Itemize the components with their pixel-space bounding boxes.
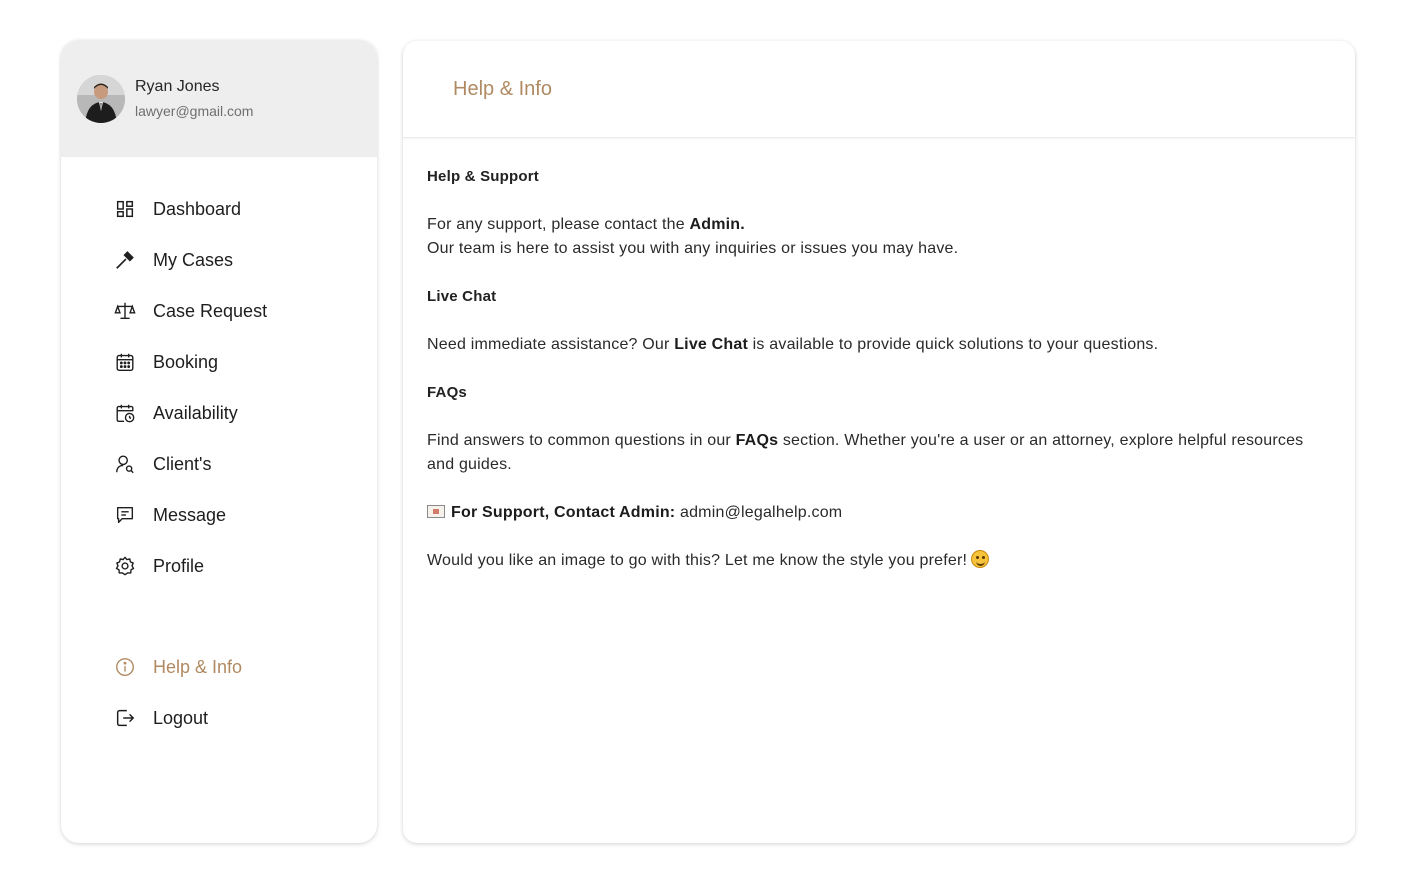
gavel-icon	[113, 248, 137, 272]
live-chat-bold: Live Chat	[674, 336, 749, 353]
envelope-icon	[427, 505, 445, 518]
main-panel	[403, 41, 1355, 843]
sidebar-item-message[interactable]	[113, 500, 226, 530]
smiley-icon	[971, 550, 989, 568]
live-chat-text	[427, 333, 1331, 357]
profile-name: Ryan Jones	[135, 78, 220, 95]
closing-line	[427, 549, 1331, 573]
sidebar-item-label: Client's	[153, 453, 212, 474]
sidebar-item-availability[interactable]	[113, 398, 238, 428]
sidebar-item-label: My Cases	[153, 249, 234, 270]
sidebar-item-dashboard[interactable]	[113, 194, 241, 224]
help-content	[403, 138, 1355, 624]
profile-email: lawyer@gmail.com	[135, 103, 254, 119]
sidebar-item-profile[interactable]	[113, 551, 204, 581]
support-admin-bold: Admin.	[689, 216, 745, 233]
contact-label: For Support, Contact Admin:	[451, 504, 676, 521]
sidebar-item-case-request[interactable]	[113, 296, 267, 326]
user-search-icon	[113, 452, 137, 476]
info-icon	[113, 655, 137, 679]
gear-icon	[113, 554, 137, 578]
sidebar-item-help[interactable]	[113, 652, 242, 682]
logout-icon	[113, 706, 137, 730]
sidebar-item-label: Profile	[153, 555, 205, 576]
sidebar-item-label: Help & Info	[153, 656, 243, 677]
faqs-prefix: Find answers to common questions in our	[427, 432, 736, 449]
main-header	[403, 41, 1355, 138]
dashboard-icon	[113, 197, 137, 221]
sidebar-item-label: Availability	[153, 402, 238, 423]
avatar-image	[77, 75, 125, 123]
faqs-text	[427, 429, 1331, 477]
live-chat-heading: Live Chat	[427, 288, 497, 305]
sidebar-item-logout[interactable]	[113, 703, 208, 733]
page-title: Help & Info	[453, 77, 552, 100]
sidebar	[61, 40, 377, 843]
live-chat-prefix: Need immediate assistance? Our	[427, 336, 675, 353]
sidebar-item-label: Message	[153, 504, 227, 525]
sidebar-item-label: Case Request	[153, 300, 268, 321]
sidebar-item-clients[interactable]	[113, 449, 211, 479]
faqs-heading: FAQs	[427, 384, 467, 401]
sidebar-item-label: Logout	[153, 707, 209, 728]
support-text	[427, 213, 1331, 261]
closing-text: Would you like an image to go with this? Let me know the style you prefer!	[427, 552, 968, 569]
sidebar-item-label: Dashboard	[153, 198, 242, 219]
sidebar-item-label: Booking	[153, 351, 219, 372]
message-icon	[113, 503, 137, 527]
faqs-suffix: section. Whether you're a user or an attorney, explore helpful resources and guides.	[427, 432, 1304, 473]
profile-card[interactable]	[61, 40, 377, 157]
sidebar-item-my-cases[interactable]	[113, 245, 233, 275]
support-heading: Help & Support	[427, 168, 539, 185]
faqs-bold: FAQs	[735, 432, 779, 449]
contact-line	[427, 501, 1331, 525]
contact-email[interactable]: admin@legalhelp.com	[675, 504, 843, 521]
support-line1-prefix: For any support, please contact the	[427, 216, 690, 233]
scales-icon	[113, 299, 137, 323]
avatar[interactable]	[77, 75, 125, 123]
calendar-clock-icon	[113, 401, 137, 425]
support-line2: Our team is here to assist you with any inquiries or issues you may have.	[427, 240, 959, 257]
live-chat-suffix: is available to provide quick solutions to your questions.	[748, 336, 1159, 353]
calendar-icon	[113, 350, 137, 374]
sidebar-item-booking[interactable]	[113, 347, 218, 377]
